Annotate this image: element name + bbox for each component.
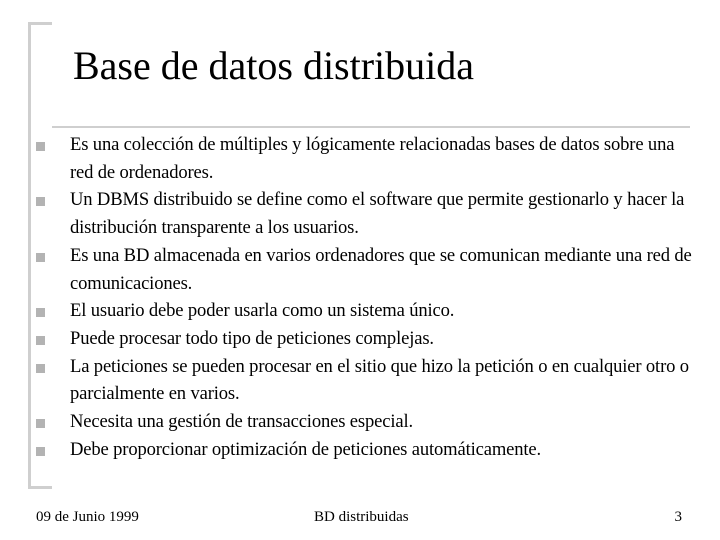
bullet-text: Debe proporcionar optimización de peticiones automáticamente. <box>70 438 542 460</box>
bullet-text: Es una colección de múltiples y lógicamente relacionadas bases de datos sobre una red de ordenadores. <box>70 134 675 183</box>
bullet-text: Puede procesar todo tipo de peticiones complejas. <box>70 327 434 349</box>
bullet-item <box>36 242 696 297</box>
bullet-text: Es una BD almacenada en varios ordenadores que se comunican mediante una red de comunicaciones. <box>70 244 692 294</box>
footer-date: 09 de Junio 1999 <box>36 509 139 525</box>
square-bullet-icon <box>36 419 45 428</box>
slide-title: Base de datos distribuida <box>73 43 475 88</box>
footer-title: BD distribuidas <box>314 509 409 525</box>
bullet-item <box>36 186 696 241</box>
title-bottom-rule <box>52 126 690 128</box>
bullet-item <box>36 325 696 353</box>
square-bullet-icon <box>36 364 45 373</box>
square-bullet-icon <box>36 197 45 206</box>
square-bullet-icon <box>36 142 45 151</box>
footer-page-number: 3 <box>674 509 682 525</box>
bullet-item <box>36 131 696 186</box>
bullet-item <box>36 408 696 436</box>
bullet-text: Un DBMS distribuido se define como el software que permite gestionarlo y hacer la distribución transparente a los usuarios. <box>70 189 685 239</box>
bullet-text: La peticiones se pueden procesar en el sitio que hizo la petición o en cualquier otro o parcialmente en varios. <box>70 355 689 405</box>
title-top-rule <box>28 22 52 25</box>
bullet-item <box>36 436 696 464</box>
square-bullet-icon <box>36 336 45 345</box>
square-bullet-icon <box>36 253 45 262</box>
bullet-list <box>36 131 696 463</box>
bullet-item <box>36 353 696 408</box>
square-bullet-icon <box>36 447 45 456</box>
bullet-item <box>36 297 696 325</box>
square-bullet-icon <box>36 308 45 317</box>
bullet-text: El usuario debe poder usarla como un sistema único. <box>70 300 455 322</box>
slide-bottom-rule <box>28 486 52 489</box>
bullet-text: Necesita una gestión de transacciones especial. <box>70 411 413 433</box>
